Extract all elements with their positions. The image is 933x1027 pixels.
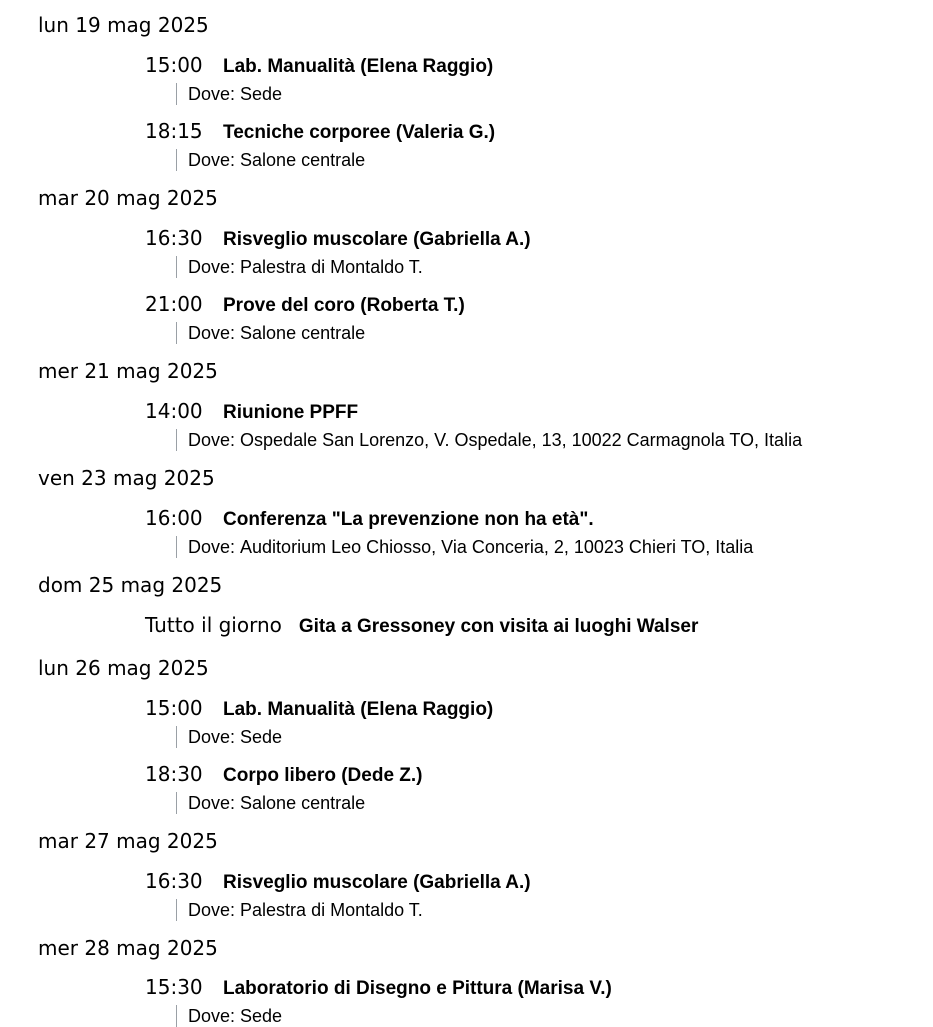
event-time: 15:30 — [145, 975, 203, 999]
event-item[interactable] — [145, 226, 531, 278]
event-item[interactable] — [145, 119, 495, 171]
event-location — [176, 792, 423, 814]
event-title[interactable]: Prove del coro (Roberta T.) — [223, 295, 465, 316]
location-label: Dove: — [188, 84, 236, 104]
location-value: Salone centrale — [240, 793, 366, 813]
event-location — [176, 256, 531, 278]
event-title[interactable]: Risveglio muscolare (Gabriella A.) — [223, 229, 531, 250]
location-label: Dove: — [188, 537, 236, 557]
event-item[interactable] — [145, 613, 698, 641]
event-item[interactable] — [145, 506, 753, 558]
event-item[interactable] — [145, 869, 531, 921]
location-label: Dove: — [188, 1006, 236, 1026]
location-value: Sede — [240, 84, 283, 104]
location-value: Ospedale San Lorenzo, V. Ospedale, 13, 10022 Carmagnola TO, Italia — [240, 430, 803, 450]
location-label: Dove: — [188, 150, 236, 170]
day-header: mer 21 mag 2025 — [38, 359, 218, 383]
event-time: 14:00 — [145, 399, 203, 423]
event-title[interactable]: Risveglio muscolare (Gabriella A.) — [223, 872, 531, 893]
event-title[interactable]: Tecniche corporee (Valeria G.) — [223, 122, 496, 143]
location-value: Auditorium Leo Chiosso, Via Conceria, 2, 10023 Chieri TO, Italia — [240, 537, 754, 557]
event-time: 15:00 — [145, 696, 203, 720]
event-title[interactable]: Laboratorio di Disegno e Pittura (Marisa V.) — [223, 978, 612, 999]
event-location — [176, 726, 493, 748]
event-title[interactable]: Gita a Gressoney con visita ai luoghi Walser — [298, 616, 699, 637]
event-title[interactable]: Lab. Manualità (Elena Raggio) — [223, 699, 494, 720]
event-time: 16:30 — [145, 869, 203, 893]
event-item[interactable] — [145, 292, 465, 344]
event-location — [176, 429, 802, 451]
event-title[interactable]: Lab. Manualità (Elena Raggio) — [223, 56, 494, 77]
location-label: Dove: — [188, 257, 236, 277]
day-header: mer 28 mag 2025 — [38, 936, 218, 960]
event-location — [176, 83, 493, 105]
event-location — [176, 322, 465, 344]
location-value: Salone centrale — [240, 323, 366, 343]
location-value: Palestra di Montaldo T. — [240, 900, 423, 920]
event-time: 21:00 — [145, 292, 203, 316]
event-location — [176, 536, 753, 558]
location-value: Salone centrale — [240, 150, 366, 170]
location-label: Dove: — [188, 323, 236, 343]
event-time: 15:00 — [145, 53, 203, 77]
event-time: 16:00 — [145, 506, 203, 530]
location-value: Palestra di Montaldo T. — [240, 257, 423, 277]
event-location — [176, 149, 495, 171]
event-location — [176, 899, 531, 921]
event-item[interactable] — [145, 53, 493, 105]
event-time: 16:30 — [145, 226, 203, 250]
location-value: Sede — [240, 1006, 283, 1026]
day-header: lun 26 mag 2025 — [38, 656, 209, 680]
day-header: mar 27 mag 2025 — [38, 829, 218, 853]
event-title[interactable]: Corpo libero (Dede Z.) — [223, 765, 423, 786]
event-title[interactable]: Riunione PPFF — [223, 402, 359, 423]
day-header: mar 20 mag 2025 — [38, 186, 218, 210]
event-time: Tutto il giorno — [145, 613, 282, 637]
event-time: 18:15 — [145, 119, 203, 143]
day-header: ven 23 mag 2025 — [38, 466, 215, 490]
event-time: 18:30 — [145, 762, 203, 786]
event-item[interactable] — [145, 399, 802, 451]
location-label: Dove: — [188, 900, 236, 920]
location-label: Dove: — [188, 793, 236, 813]
location-label: Dove: — [188, 727, 236, 747]
event-title[interactable]: Conferenza "La prevenzione non ha età". — [223, 509, 594, 530]
day-header: dom 25 mag 2025 — [38, 573, 223, 597]
location-label: Dove: — [188, 430, 236, 450]
location-value: Sede — [240, 727, 283, 747]
event-item[interactable] — [145, 975, 612, 1027]
event-item[interactable] — [145, 762, 423, 814]
event-item[interactable] — [145, 696, 493, 748]
day-header: lun 19 mag 2025 — [38, 13, 209, 37]
